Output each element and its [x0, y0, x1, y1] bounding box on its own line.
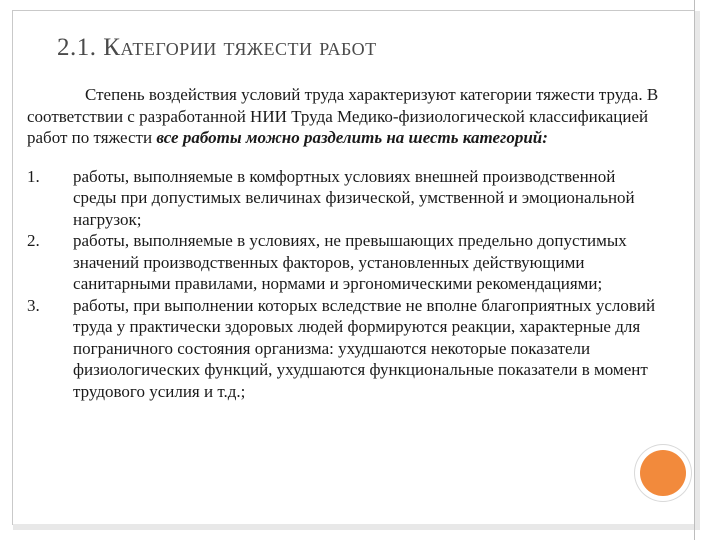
orange-circle-decoration [640, 450, 686, 496]
list-item [27, 166, 662, 231]
title-rest: атегории тяжести работ [120, 34, 377, 61]
list-item-text: работы, при выполнении которых вследствие не вполне благоприятных условий труда у практически здоровых людей формируются реакции, характерные для пограничного состояния организма: ухудшаются некоторые показатели физиологических функций, ухудшаются функциональные показатели в момент трудового усилия и т.д.; [73, 295, 656, 401]
list-item-number: 3. [27, 295, 40, 315]
accent-rule [694, 0, 695, 540]
list-item-number: 1. [27, 166, 40, 186]
list-item [27, 230, 662, 295]
list-item-number: 2. [27, 231, 40, 250]
list-item [27, 295, 662, 403]
list-item-text: работы, выполняемые в условиях, не превышающих предельно допустимых значений производственных факторов, установленных действующими санитарными правилами, нормами и эргономическими рекомендациями; [73, 231, 627, 293]
intro-text: Степень воздействия условий труда характеризуют категории тяжести труда. В соответствии с разработанной НИИ Труда Медико-физиологической классификацией работ по тяжести [27, 85, 659, 147]
category-list [27, 166, 662, 403]
title-number: 2.1. [57, 34, 104, 61]
intro-paragraph [27, 84, 662, 149]
title-initial: К [103, 34, 121, 61]
list-item-text: работы, выполняемые в комфортных условиях внешней производственной среды при допустимых величинах физической, умственной и эмоциональной нагрузок; [73, 166, 635, 229]
frame-bottom-shade [13, 524, 700, 530]
intro-emphasis: все работы можно разделить на шесть категорий: [156, 128, 548, 147]
slide-title [57, 34, 377, 62]
slide-content [27, 84, 662, 402]
